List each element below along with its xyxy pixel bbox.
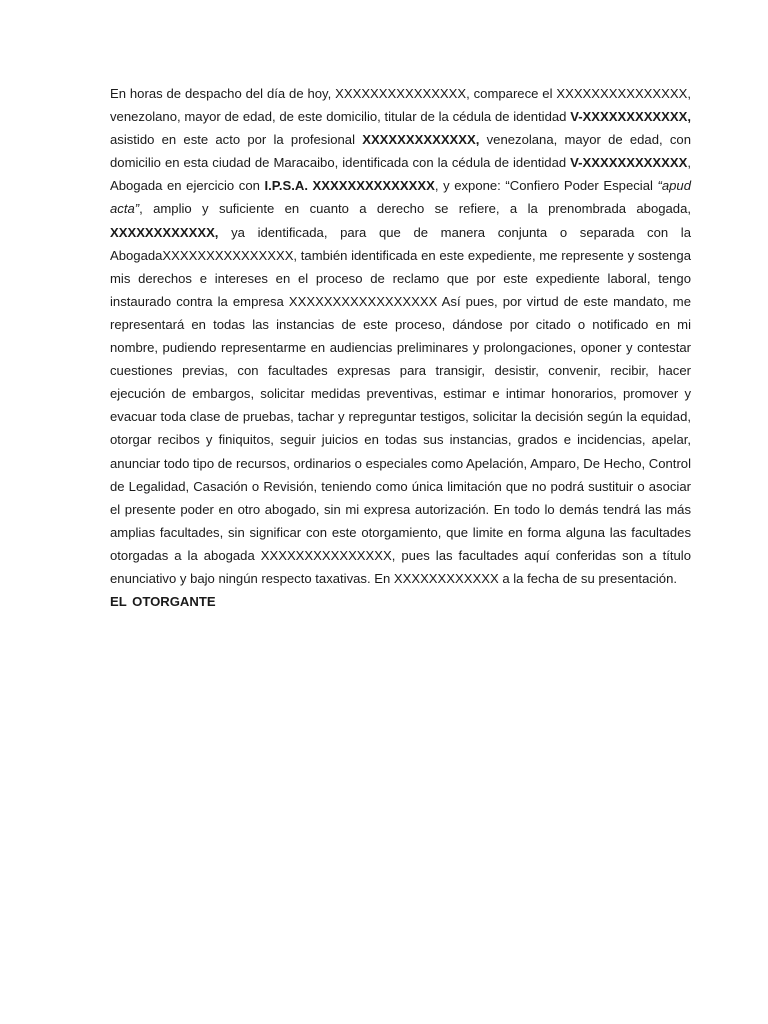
attorney-id-number: V-XXXXXXXXXXXX [570,155,688,171]
client-id-number: V-XXXXXXXXXXXX, [570,109,691,125]
ipsa-number: I.P.S.A. XXXXXXXXXXXXXX [264,178,435,194]
body-text: En horas de despacho del día de hoy, XXXXXXXXXXXXXXX, comparece el XXXXXXXXXXXXXXX, venezolano, mayor de edad, de este domicilio, titular de la cédula de identidad [110,86,691,125]
body-text: , y expone: “Confiero Poder Especial [434,178,658,194]
body-text: asistido en este acto por la profesional [110,132,363,148]
body-text: , amplio y suficiente en cuanto a derecho se refiere, a la prenombrada abogada, [139,201,691,217]
attorney-name: XXXXXXXXXXXXX, [362,132,480,148]
body-text: , Abogada en ejercicio con [110,155,691,194]
document-page [110,82,691,613]
apud-acta-term: “apud acta” [110,178,691,217]
attorney-name-repeat: XXXXXXXXXXXX, [110,224,219,240]
body-text: ya identificada, para que de manera conjunta o separada con la AbogadaXXXXXXXXXXXXXXX, también identificada en este expediente, me represente y sostenga mis derechos e intereses en el proceso de reclamo que por este expediente laboral, tengo instaurado contra la empresa XXXXXXXXXXXXXXXXX Así pues, por virtud de este mandato, me representará en todas las instancias de este proceso, dándose por citado o notificado en mi nombre, pudiendo representarme en audiencias preliminares y prolongaciones, oponer y contestar cuestiones previas, con facultades expresas para transigir, desistir, convenir, recibir, hacer ejecución de embargos, solicitar medidas preventivas, estimar e intimar honorarios, promover y evacuar toda clase de pruebas, tachar y repreguntar testigos, solicitar la decisión según la equidad, otorgar recibos y finiquitos, seguir juicios en todas sus instancias, grados e incidencias, apelar, anunciar todo tipo de recursos, ordinarios o especiales como Apelación, Amparo, De Hecho, Control de Legalidad, Casación o Revisión, teniendo como única limitación que no podrá sustituir o asociar el presente poder en otro abogado, sin mi expresa autorización. En todo lo demás tendrá las más amplias facultades, sin significar con este otorgamiento, que limite en forma alguna las facultades otorgadas a la abogada XXXXXXXXXXXXXXX, pues las facultades aquí conferidas son a título enunciativo y bajo ningún respecto taxativas. En XXXXXXXXXXXX a la fecha de su presentación. [110,224,691,586]
signature-label: EL OTORGANTE [110,594,216,610]
body-text: venezolana, mayor de edad, con domicilio en esta ciudad de Maracaibo, identificada con la cédula de identidad [110,132,691,171]
document-body [110,82,691,590]
